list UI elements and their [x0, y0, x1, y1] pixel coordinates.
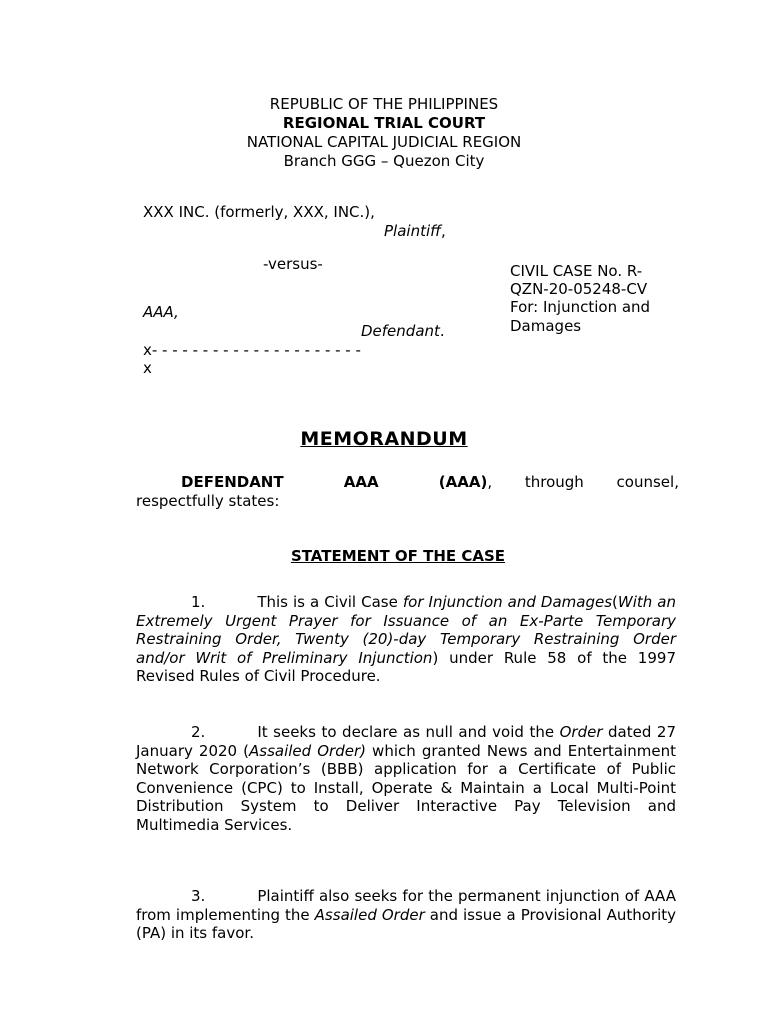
intro-defendant: DEFENDANT	[181, 473, 284, 491]
plaintiff-role-line	[384, 222, 446, 241]
paragraph-3-text-c: and issue a Provisional Authority (PA) in its favor.	[136, 905, 677, 943]
document-title: MEMORANDUM	[300, 428, 468, 450]
defendant-role-line	[361, 322, 445, 341]
paragraph-2-text-a: It seeks to declare as null and void the	[257, 723, 560, 741]
intro-paren-wrap	[439, 473, 679, 492]
defendant-name: AAA,	[143, 303, 179, 321]
paragraph-1-text-a: This is a Civil Case	[257, 593, 403, 611]
court-header-branch: Branch GGG – Quezon City	[283, 152, 485, 170]
defendant-role: Defendant	[361, 322, 440, 340]
paragraph-2-text-c: dated 27 January 2020 (	[136, 723, 676, 760]
defendant-period: .	[439, 322, 445, 340]
plaintiff-comma: ,	[440, 222, 446, 240]
plaintiff-role: Plaintiff	[384, 222, 441, 240]
section-heading: STATEMENT OF THE CASE	[290, 547, 506, 565]
intro-paragraph	[136, 473, 679, 510]
paragraph-1-text-c: (	[612, 593, 618, 611]
paragraph-1-text-b: for Injunction and Damages	[402, 593, 613, 611]
paragraph-1-text-d: With an Extremely Urgent Prayer for Issuance of an Ex-Parte Temporary Restraining Order, Twenty (20)-day Temporary Restraining Order and/or Writ of Preliminary Injunction	[136, 593, 677, 667]
paragraph-3-text-b: Assailed Order	[314, 905, 425, 924]
paragraph-2	[136, 723, 676, 835]
caption-separator: x- - - - - - - - - - - - - - - - - - - - -	[143, 341, 361, 359]
case-for-line1: For: Injunction and	[510, 298, 651, 316]
case-number-line2: QZN-20-05248-CV	[510, 280, 648, 298]
plaintiff-name: XXX INC. (formerly, XXX, INC.),	[143, 203, 375, 221]
paragraph-1-text-e: ) under Rule 58 of the 1997 Revised Rules of Civil Procedure.	[136, 648, 676, 686]
paragraph-2-text-e: which granted News and Entertainment Network Corporation’s (BBB) application for a Certificate of Public Convenience (CPC) to Install, Operate & Maintain a Local Multi-Point Distribution System to Deliver Interactive Pay Television and Multimedia Services.	[136, 741, 676, 834]
paragraph-3-number: 3.	[191, 887, 206, 905]
paragraph-3-text-a: Plaintiff also seeks for the permanent injunction of AAA from implementing the	[136, 887, 676, 924]
paragraph-3	[136, 887, 676, 943]
paragraph-2-text-b: Order	[559, 723, 603, 741]
case-for-line2: Damages	[510, 317, 582, 335]
caption-separator-end: x	[143, 359, 152, 377]
paragraph-2-number: 2.	[191, 723, 206, 741]
paragraph-1	[136, 593, 676, 686]
intro-aaa-paren: (AAA)	[438, 473, 488, 491]
intro-aaa: AAA	[343, 473, 379, 491]
intro-line1	[136, 473, 679, 492]
case-number-line1: CIVIL CASE No. R-	[510, 262, 643, 280]
paragraph-2-text-d: Assailed Order)	[249, 741, 366, 760]
intro-line2: respectfully states:	[136, 491, 280, 510]
intro-rest: , through counsel,	[487, 473, 679, 491]
court-header-republic: REPUBLIC OF THE PHILIPPINES	[269, 95, 499, 113]
paragraph-1-number: 1.	[191, 593, 206, 611]
court-header-rtc: REGIONAL TRIAL COURT	[282, 114, 486, 132]
court-header-region: NATIONAL CAPITAL JUDICIAL REGION	[246, 133, 522, 151]
versus-label: -versus-	[263, 255, 323, 273]
